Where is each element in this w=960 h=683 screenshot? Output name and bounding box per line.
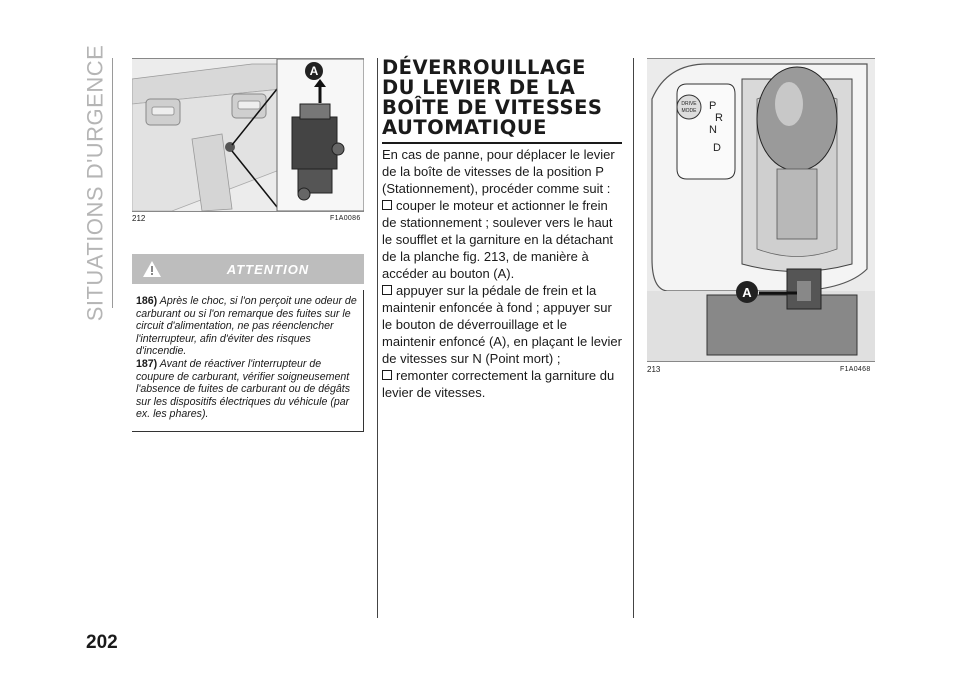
column-divider-2 — [633, 58, 634, 618]
gear-d-label: D — [713, 142, 721, 154]
gear-lever-illustration — [647, 59, 875, 361]
warning-item-187: 187) Avant de réactiver l'interrupteur de coupure de carburant, vérifier soigneusement l'absence de fuites de carburant ou de dégâts sur les dispositifs électriques du véhicule (par ex. les phares). — [136, 357, 351, 421]
step-item: appuyer sur la pédale de frein et la maintenir enfoncée à fond ; appuyer sur le bouton de déverrouillage et le maintenir enfoncé (A), en plaçant le levier de vitesses sur N (Point mort) ; — [382, 283, 622, 366]
section-heading: DÉVERROUILLAGE DU LEVIER DE LA BOÎTE DE VITESSES AUTOMATIQUE — [382, 58, 622, 144]
bullet-square-icon — [382, 370, 392, 380]
drive-mode-label-1: DRIVE — [681, 101, 697, 107]
drive-mode-label-2: MODE — [681, 108, 697, 114]
callout-a-label: A — [309, 64, 319, 78]
warning-title: ATTENTION — [226, 261, 310, 277]
figure-212-code: F1A0086 — [330, 215, 361, 222]
warning-box — [132, 290, 364, 432]
procedure-text — [382, 146, 622, 401]
warning-header — [132, 254, 364, 284]
gear-r-label: R — [715, 112, 723, 124]
bullet-square-icon — [382, 285, 392, 295]
figure-213-number: 213 — [647, 365, 661, 374]
figure-213-code: F1A0468 — [840, 366, 871, 373]
figure-212 — [132, 58, 364, 212]
column-divider-1 — [377, 58, 378, 618]
callout-a-label: A — [742, 285, 752, 300]
gear-p-label: P — [709, 100, 717, 112]
warning-triangle-icon — [132, 260, 172, 278]
side-rule — [112, 58, 113, 308]
figure-212-number: 212 — [132, 214, 146, 223]
intro-paragraph: En cas de panne, pour déplacer le levier de la boîte de vitesses de la position P (Stationnement), procéder comme suit : — [382, 147, 615, 196]
fuel-cutoff-switch-illustration — [132, 59, 364, 211]
page-number: 202 — [86, 632, 118, 653]
warning-item-186: 186) Après le choc, si l'on perçoit une odeur de carburant ou si l'on remarque des fuites sur le circuit d'alimentation, ne pas réenclencher l'interrupteur, afin d'éviter des risques d'incendie. — [136, 295, 357, 358]
figure-213 — [647, 58, 875, 362]
step-item: remonter correctement la garniture du levier de vitesses. — [382, 368, 615, 400]
gear-n-label: N — [709, 124, 717, 136]
bullet-square-icon — [382, 200, 392, 210]
section-side-title: SITUATIONS D'URGENCE — [82, 44, 107, 322]
step-item: couper le moteur et actionner le frein de stationnement ; soulever vers le haut le soufflet et la garniture en la détachant de la planche fig. 213, de manière à accéder au bouton (A). — [382, 198, 614, 281]
